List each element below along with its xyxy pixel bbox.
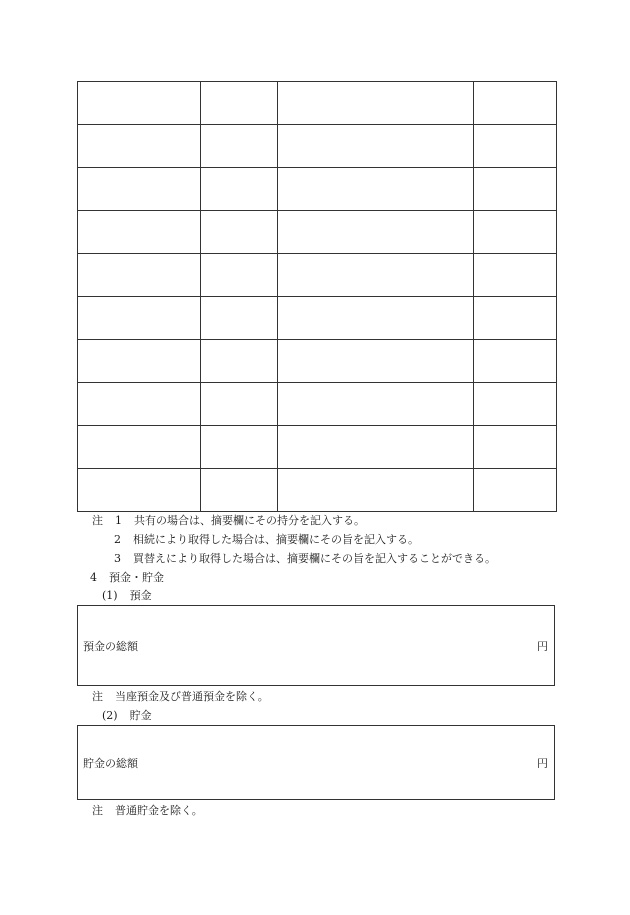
table-cell: [474, 254, 557, 297]
table-cell: [278, 426, 474, 469]
savings-unit: 円: [537, 757, 548, 770]
table-note-2: [114, 533, 419, 547]
table-cell: [278, 340, 474, 383]
table-cell: [78, 254, 201, 297]
deposits-total-label: 預金の総額: [83, 640, 138, 653]
section-4-heading: [90, 571, 164, 585]
table-row: [78, 383, 557, 426]
savings-heading: [102, 709, 152, 723]
table-cell: [474, 125, 557, 168]
table-cell: [201, 297, 278, 340]
note-prefix: 注: [92, 804, 103, 817]
table-row: [78, 211, 557, 254]
savings-note: [92, 804, 203, 818]
subsection-title: 預金: [129, 589, 152, 602]
note-text: 共有の場合は、摘要欄にその持分を記入する。: [134, 514, 365, 527]
deposits-total-box: [77, 605, 555, 686]
table-cell: [474, 297, 557, 340]
table-row: [78, 426, 557, 469]
note-text: 相続により取得した場合は、摘要欄にその旨を記入する。: [133, 533, 419, 546]
table-cell: [278, 82, 474, 125]
table-row: [78, 254, 557, 297]
holdings-table: [77, 81, 557, 512]
table-cell: [78, 469, 201, 512]
table-row: [78, 340, 557, 383]
table-note-3: [114, 552, 496, 566]
table-cell: [278, 297, 474, 340]
table-cell: [474, 168, 557, 211]
table-cell: [201, 426, 278, 469]
table-row: [78, 297, 557, 340]
deposits-heading: [102, 589, 152, 603]
note-number: 2: [114, 533, 121, 546]
note-text: 買替えにより取得した場合は、摘要欄にその旨を記入することができる。: [133, 552, 496, 565]
table-row: [78, 168, 557, 211]
table-row: [78, 469, 557, 512]
table-cell: [201, 82, 278, 125]
subsection-title: 貯金: [129, 709, 152, 722]
table-cell: [474, 82, 557, 125]
table-cell: [474, 211, 557, 254]
deposits-note: [92, 690, 269, 704]
table-cell: [278, 469, 474, 512]
table-cell: [78, 125, 201, 168]
table-cell: [278, 125, 474, 168]
table-cell: [78, 426, 201, 469]
table-note-1: [92, 514, 365, 528]
table-cell: [78, 340, 201, 383]
table-cell: [278, 254, 474, 297]
section-title: 預金・貯金: [109, 571, 164, 584]
table-cell: [201, 383, 278, 426]
table-cell: [201, 340, 278, 383]
table-cell: [201, 125, 278, 168]
subsection-number: (2): [102, 709, 118, 722]
table-cell: [201, 168, 278, 211]
table-cell: [474, 340, 557, 383]
table-cell: [474, 469, 557, 512]
note-number: 3: [114, 552, 121, 565]
table-row: [78, 82, 557, 125]
note-prefix: 注: [92, 514, 103, 527]
table-cell: [78, 297, 201, 340]
holdings-table-body: [78, 82, 557, 512]
table-cell: [278, 383, 474, 426]
table-cell: [201, 469, 278, 512]
table-cell: [474, 426, 557, 469]
table-row: [78, 125, 557, 168]
table-cell: [78, 82, 201, 125]
table-cell: [201, 254, 278, 297]
section-number: 4: [90, 571, 97, 584]
note-prefix: 注: [92, 690, 103, 703]
table-cell: [78, 211, 201, 254]
table-cell: [201, 211, 278, 254]
savings-total-box: [77, 725, 555, 800]
subsection-number: (1): [102, 589, 118, 602]
table-cell: [278, 211, 474, 254]
table-cell: [78, 383, 201, 426]
table-cell: [278, 168, 474, 211]
note-text: 普通貯金を除く。: [115, 804, 203, 817]
table-cell: [474, 383, 557, 426]
note-number: 1: [115, 514, 122, 527]
savings-total-label: 貯金の総額: [83, 757, 138, 770]
note-text: 当座預金及び普通預金を除く。: [115, 690, 269, 703]
deposits-unit: 円: [537, 640, 548, 653]
table-cell: [78, 168, 201, 211]
